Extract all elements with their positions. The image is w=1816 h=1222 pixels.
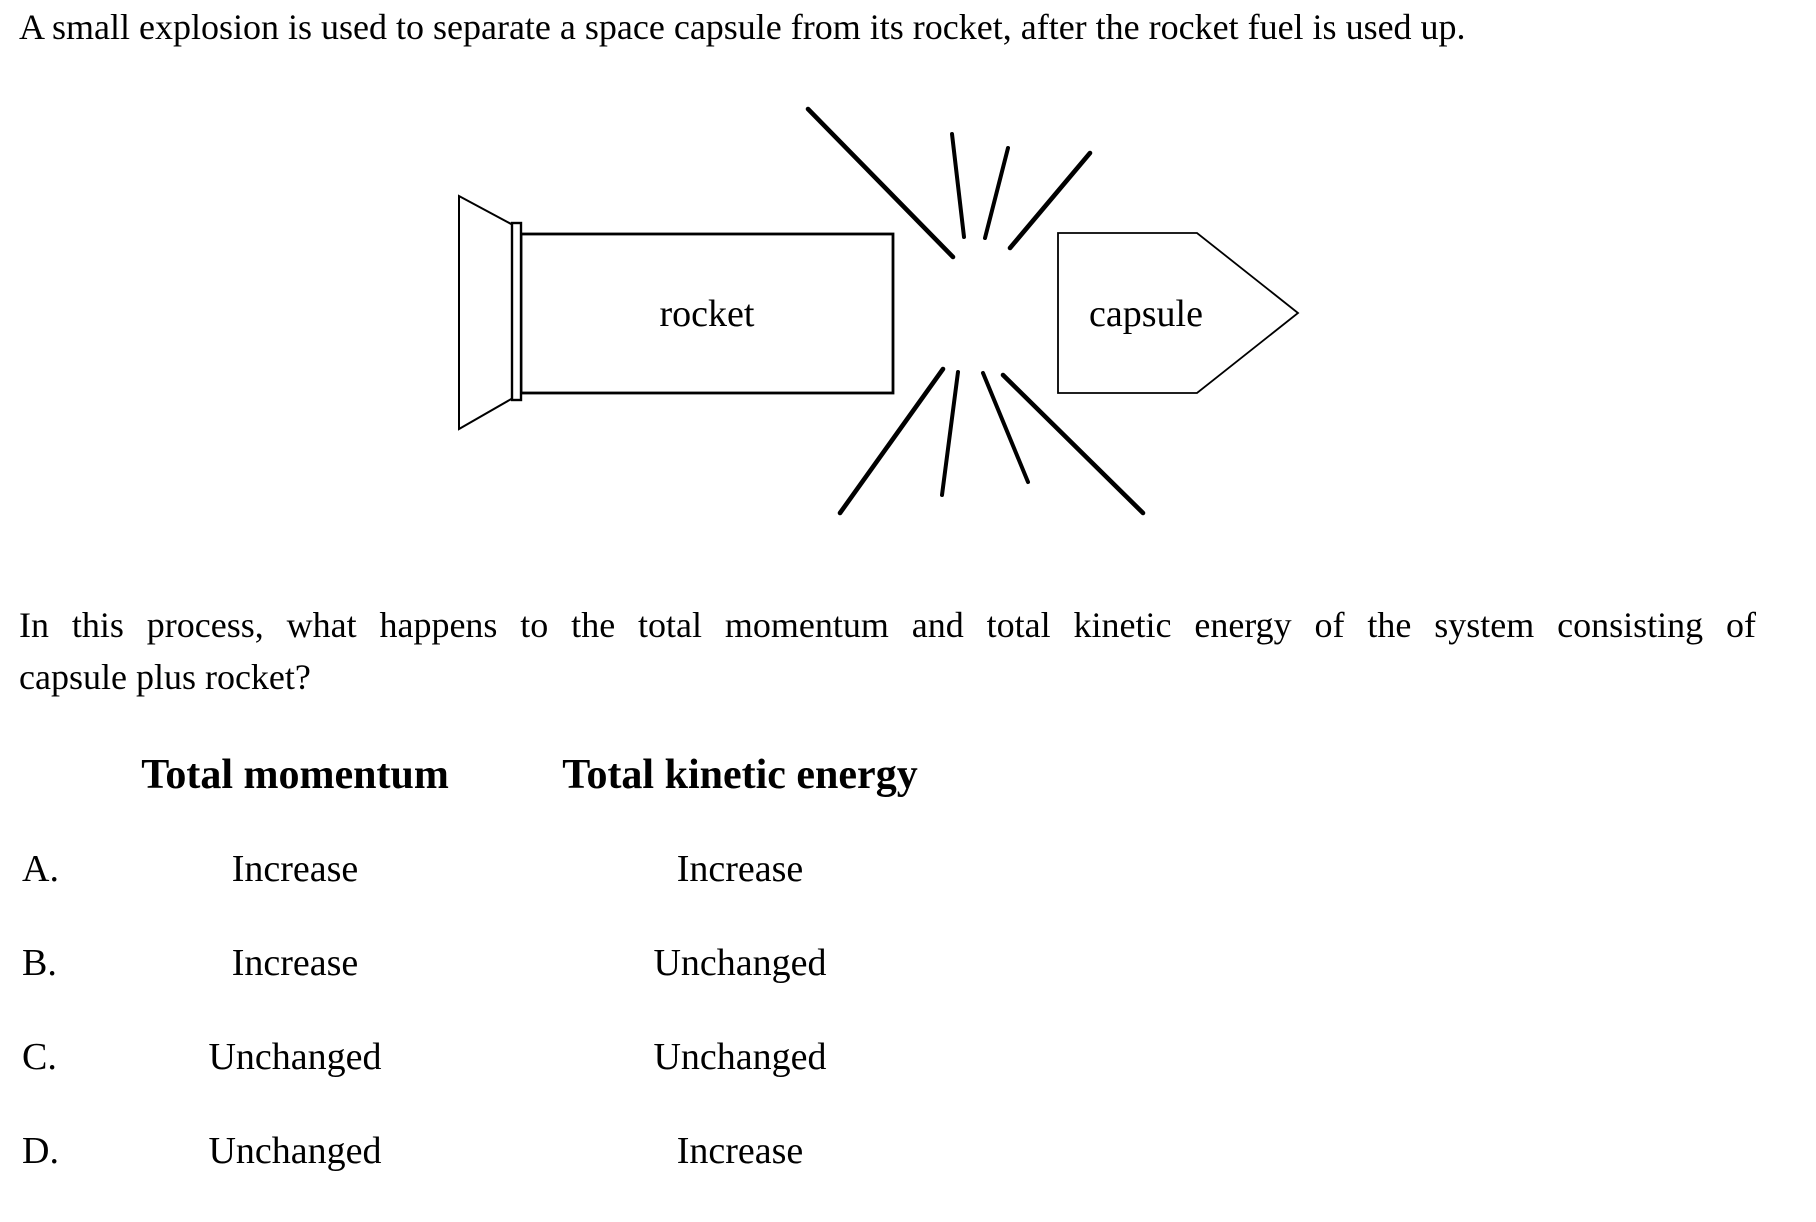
option-letter-b: B. [22, 942, 57, 984]
explosion-ray [985, 148, 1008, 238]
explosion-ray [942, 372, 958, 495]
rocket-label: rocket [659, 293, 755, 335]
option-letter-c: C. [22, 1036, 57, 1078]
explosion-ray [1003, 375, 1143, 513]
options-table [19, 752, 1010, 1222]
explosion-ray [952, 134, 964, 237]
option-c-momentum: Unchanged [208, 1036, 382, 1078]
rocket-nozzle [459, 196, 513, 429]
option-a-kinetic: Increase [676, 848, 804, 890]
header-total-kinetic-energy: Total kinetic energy [562, 752, 918, 798]
option-letter-a: A. [22, 848, 59, 890]
header-total-momentum: Total momentum [141, 752, 449, 798]
question-text [19, 599, 1756, 703]
option-a-momentum: Increase [231, 848, 359, 890]
option-b-kinetic: Unchanged [653, 942, 827, 984]
explosion-ray [983, 373, 1028, 482]
intro-text: A small explosion is used to separate a space capsule from its rocket, after the rocket fuel is used up. [19, 7, 1466, 47]
option-b-momentum: Increase [231, 942, 359, 984]
option-c-kinetic: Unchanged [653, 1036, 827, 1078]
rocket-flange [512, 223, 521, 400]
header-spacer [19, 752, 120, 846]
question-line-2: capsule plus rocket? [19, 657, 311, 697]
question-line-1: In this process, what happens to the total momentum and total kinetic energy of the system consisting of [19, 605, 1756, 645]
option-letter-d: D. [22, 1130, 59, 1172]
option-d-momentum: Unchanged [208, 1130, 382, 1172]
capsule-label: capsule [1089, 293, 1203, 335]
option-d-kinetic: Increase [676, 1130, 804, 1172]
rocket-capsule-diagram [0, 0, 1816, 560]
